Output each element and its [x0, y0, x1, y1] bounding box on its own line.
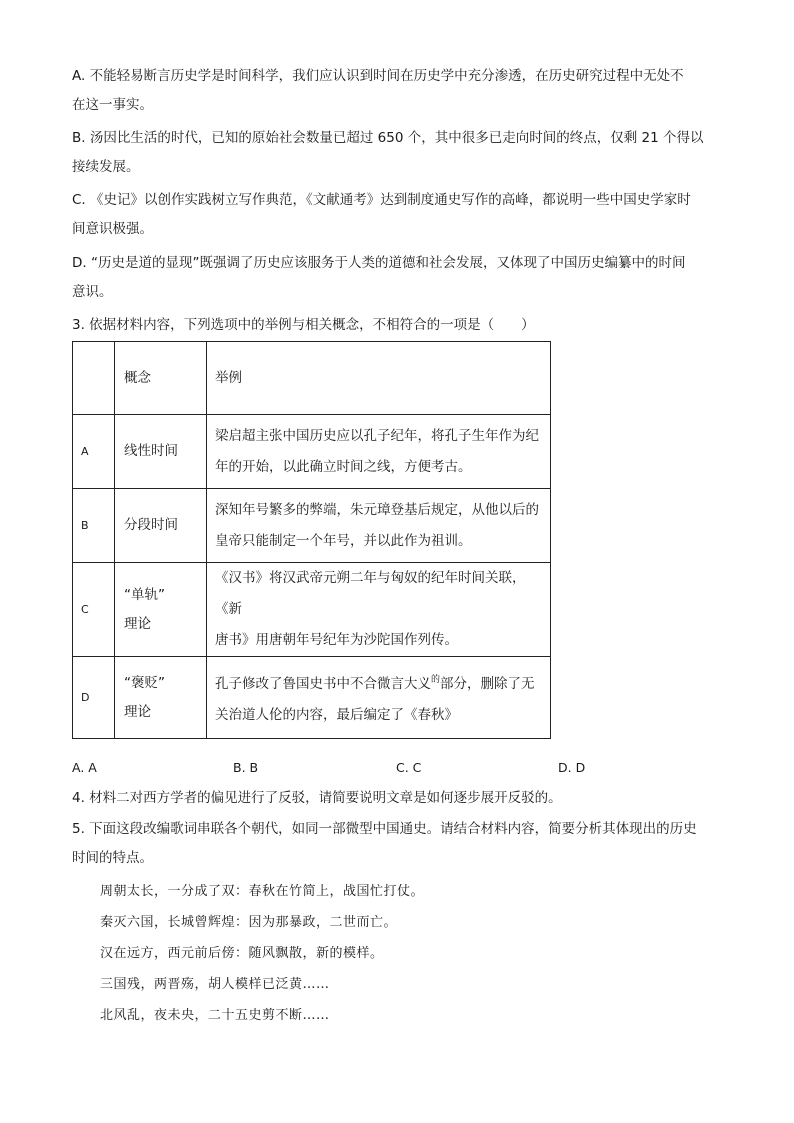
- row-example: [207, 489, 551, 563]
- row-concept: [115, 415, 207, 489]
- row-concept: [115, 563, 207, 657]
- question-4: 4. 材料二对西方学者的偏见进行了反驳，请简要说明文章是如何逐步展开反驳的。: [72, 790, 562, 806]
- example-line1: 梁启超主张中国历史应以孔子纪年，将孔子生年作为纪: [215, 427, 539, 444]
- option-a-text: [72, 62, 724, 120]
- row-letter: C: [73, 563, 115, 657]
- row-example: [207, 657, 551, 739]
- answer-option-b: B. B: [233, 760, 259, 775]
- row-example: [207, 415, 551, 489]
- header-concept: 概念: [115, 342, 207, 415]
- row-concept: [115, 657, 207, 739]
- example-line2: 皇帝只能制定一个年号，并以此作为祖训。: [215, 532, 472, 549]
- row-concept: [115, 489, 207, 563]
- concept-text: 线性时间: [124, 443, 178, 459]
- row-example: [207, 563, 551, 657]
- lyric-line: 三国残，两晋殇，胡人模样已泛黄……: [100, 977, 330, 992]
- lyric-line: 秦灭六国，长城曾辉煌：因为那暴政，二世而亡。: [100, 915, 398, 930]
- table-row: [73, 489, 551, 563]
- concept-line2: 理论: [124, 615, 151, 632]
- option-b-text: [72, 124, 724, 182]
- header-example: 举例: [207, 342, 551, 415]
- example-line1: 深知年号繁多的弊端，朱元璋登基后规定，从他以后的: [215, 501, 539, 518]
- superscript-mark: 的: [431, 674, 441, 685]
- question-5-line1: 5. 下面这段改编歌词串联各个朝代，如同一部微型中国通史。请结合材料内容，简要分析其体现出的历史: [72, 821, 697, 837]
- concept-text: 分段时间: [124, 517, 178, 533]
- example-line2: 关治道人伦的内容，最后编定了《春秋》: [215, 706, 458, 723]
- option-d-text: [72, 249, 724, 307]
- row-letter: D: [73, 657, 115, 739]
- example-line1-part1: 孔子修改了鲁国史书中不合微言大义: [215, 675, 431, 692]
- option-c-line2: 间意识极强。: [72, 221, 153, 237]
- table-row: [73, 563, 551, 657]
- concept-line2: 理论: [124, 703, 151, 720]
- answer-option-d: D. D: [558, 760, 586, 775]
- lyric-line: 北风乱，夜未央，二十五史剪不断……: [100, 1008, 330, 1023]
- option-c-text: [72, 186, 724, 244]
- option-a-line2: 在这一事实。: [72, 97, 153, 113]
- option-a-line1: A. 不能轻易断言历史学是时间科学，我们应认识到时间在历史学中充分渗透，在历史研究过程中无处不: [72, 68, 684, 84]
- answer-option-a: A. A: [72, 760, 97, 775]
- concept-example-table: [72, 341, 551, 739]
- lyric-line: 汉在远方，西元前后傍：随风飘散，新的模样。: [100, 946, 384, 961]
- row-letter: A: [73, 415, 115, 489]
- option-c-line1: C. 《史记》以创作实践树立写作典范，《文献通考》达到制度通史写作的高峰，都说明一些中国史学家时: [72, 192, 691, 208]
- option-d-line1: D. “历史是道的显现”既强调了历史应该服务于人类的道德和社会发展，又体现了中国历史编纂中的时间: [72, 255, 686, 271]
- concept-line1: “褒贬”: [124, 674, 165, 691]
- header-blank-cell: [73, 342, 115, 415]
- option-d-line2: 意识。: [72, 284, 113, 300]
- table-row: [73, 657, 551, 739]
- question-5-line2: 时间的特点。: [72, 850, 153, 866]
- option-b-line2: 接续发展。: [72, 159, 140, 175]
- option-b-line1: B. 汤因比生活的时代，已知的原始社会数量已超过 650 个，其中很多已走向时间的终点，仅剩 21 个得以: [72, 130, 704, 146]
- example-line2: 唐书》用唐朝年号纪年为沙陀国作列传。: [215, 632, 458, 648]
- concept-line1: “单轨”: [124, 586, 165, 603]
- table-row: [73, 415, 551, 489]
- row-letter: B: [73, 489, 115, 563]
- question-5: [72, 815, 724, 873]
- example-line2: 年的开始，以此确立时间之线，方便考古。: [215, 458, 472, 475]
- example-line1: 《汉书》将汉武帝元朔二年与匈奴的纪年时间关联，《新: [215, 570, 526, 617]
- question-3-stem: 3. 依据材料内容，下列选项中的举例与相关概念，不相符合的一项是（ ）: [72, 317, 535, 333]
- answer-option-c: C. C: [396, 760, 422, 775]
- table-header-row: [73, 342, 551, 415]
- lyric-line: 周朝太长，一分成了双：春秋在竹简上，战国忙打仗。: [100, 884, 425, 899]
- example-line1-part2: 部分，删除了无: [440, 675, 535, 692]
